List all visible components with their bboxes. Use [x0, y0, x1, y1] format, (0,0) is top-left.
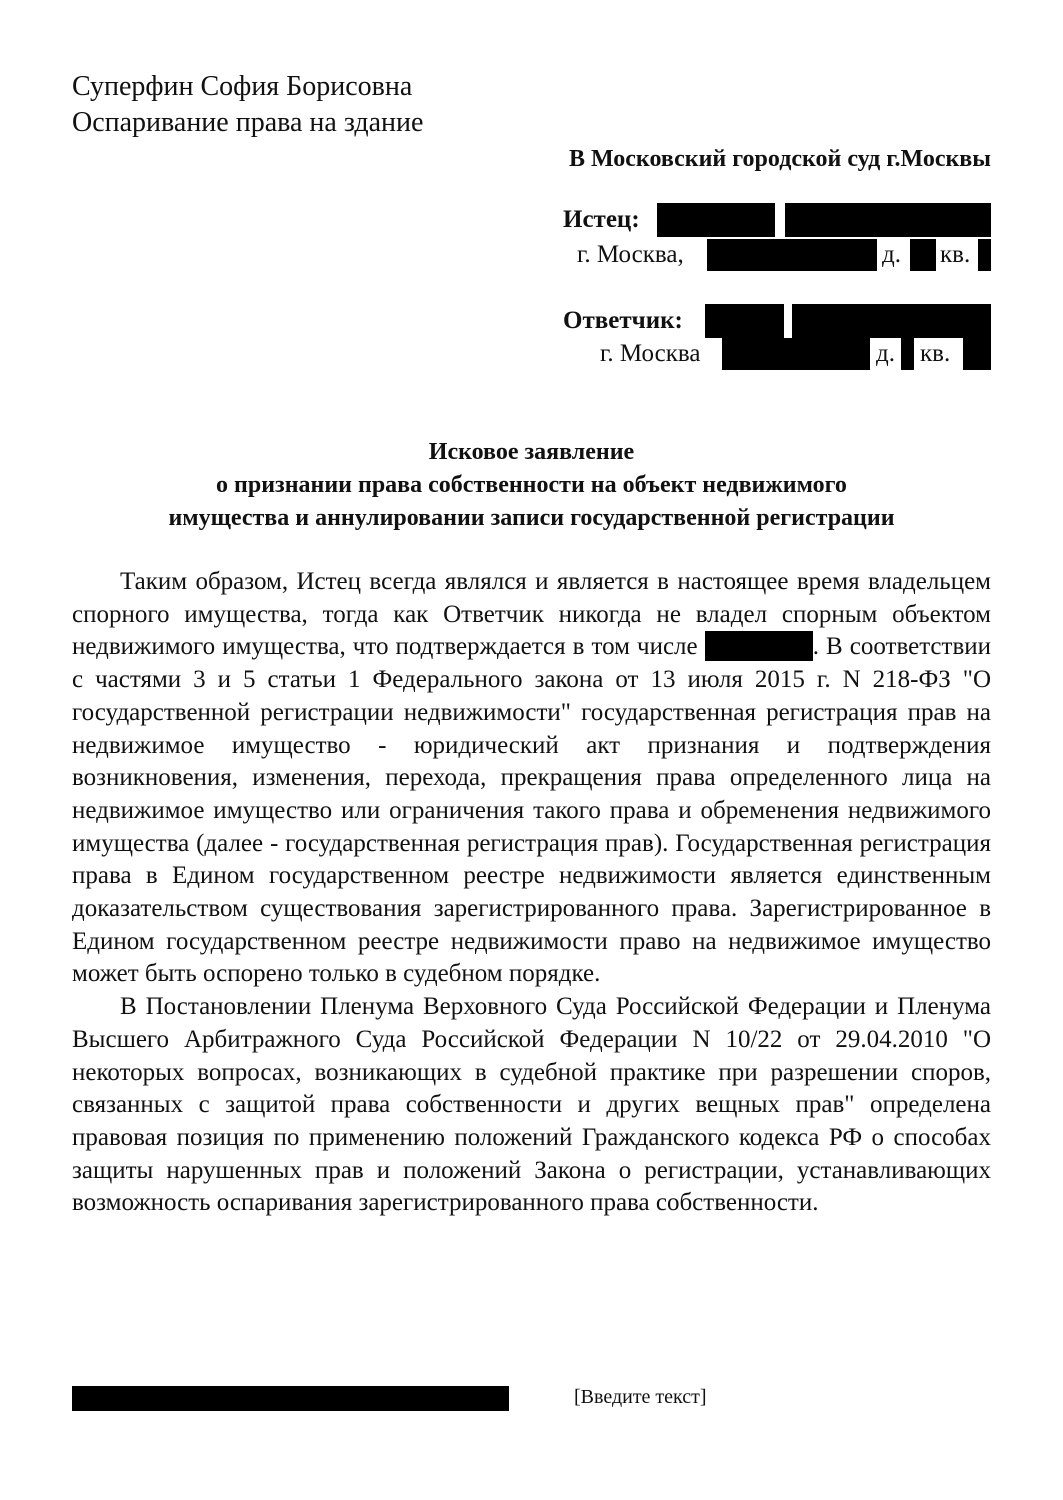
title-line-3: имущества и аннулировании записи государственной регистрации: [168, 505, 895, 531]
defendant-apt-label: кв.: [920, 340, 951, 367]
redaction-plaintiff-apt: [978, 239, 991, 271]
case-subject: Оспаривание права на здание: [72, 107, 424, 138]
title-line-2: о признании права собственности на объект недвижимого: [216, 472, 847, 498]
footer-placeholder[interactable]: [Введите текст]: [574, 1386, 707, 1408]
redaction-defendant-house: [901, 338, 914, 370]
title-line-1: Исковое заявление: [428, 439, 635, 465]
redaction-defendant-name: [792, 304, 991, 338]
redaction-footer: [72, 1386, 509, 1411]
redaction-plaintiff-house: [910, 239, 936, 271]
redaction-plaintiff-street: [707, 239, 877, 271]
plaintiff-label: Истец:: [563, 206, 640, 233]
document-body: [72, 566, 991, 1220]
paragraph-1-part-b: . В соответствии с частями 3 и 5 статьи 1 Федерального закона от 13 июля 2015 г. N 218-ФЗ "О государственной регистрации недвижимости" государственная регистрация прав на недвижимое имущество - юридический акт признания и подтверждения возникновения, изменения, перехода, прекращения права определенного лица на недвижимое имущество или ограничения такого права и обременения недвижимого имущества (далее - государственная регистрация прав). Государственная регистрация права в Едином государственном реестре недвижимости является единственным доказательством существования зарегистрированного права. Зарегистрированное в Едином государственном реестре недвижимости право на недвижимое имущество может быть оспорено только в судебном порядке.: [72, 633, 992, 988]
plaintiff-city: г. Москва,: [577, 241, 684, 268]
plaintiff-house-label: д.: [882, 241, 901, 268]
defendant-house-label: д.: [876, 340, 895, 367]
redaction-defendant-apt: [963, 338, 991, 370]
paragraph-1: [72, 566, 991, 991]
redaction-plaintiff-surname: [657, 203, 775, 237]
paragraph-1-part-a: Таким образом, Истец всегда являлся и является в настоящее время владельцем спорного имущества, тогда как Ответчик никогда не владел спорным объектом недвижимого имущества, что подтверждается в том числе: [72, 568, 991, 661]
defendant-city: г. Москва: [600, 340, 701, 367]
paragraph-2: В Постановлении Пленума Верховного Суда Российской Федерации и Пленума Высшего Арбитражного Суда Российской Федерации N 10/22 от 29.04.2010 "О некоторых вопросах, возникающих в судебной практике при разрешении споров, связанных с защитой права собственности и других вещных прав" определена правовая позиция по применению положений Гражданского кодекса РФ о способах защиты нарушенных прав и положений Закона о регистрации, устанавливающих возможность оспаривания зарегистрированного права собственности.: [72, 993, 991, 1217]
redaction-defendant-street: [722, 338, 870, 370]
redaction-inline: [705, 631, 813, 661]
document-title: [72, 436, 991, 535]
court-addressee: В Московский городской суд г.Москвы: [568, 146, 991, 172]
defendant-label: Ответчик:: [563, 307, 683, 334]
author-name: Суперфин София Борисовна: [72, 71, 413, 102]
redaction-plaintiff-name: [785, 203, 991, 237]
redaction-defendant-surname: [705, 304, 784, 338]
plaintiff-apt-label: кв.: [940, 241, 971, 268]
